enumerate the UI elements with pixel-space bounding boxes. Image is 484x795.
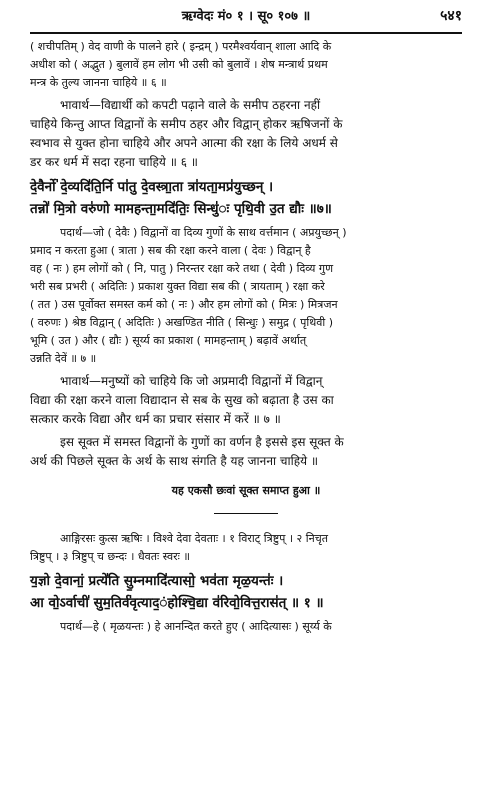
header-rule bbox=[30, 32, 462, 34]
page-body bbox=[30, 38, 462, 636]
rishi-devata-line bbox=[30, 530, 462, 566]
text-line: भरी सब प्रभरी ( अदितिः ) प्रकाश युक्त विद्या सब की ( त्रायताम् ) रक्षा करे bbox=[30, 280, 325, 293]
bhavartha-paragraph-2 bbox=[30, 372, 462, 429]
page-header bbox=[30, 6, 462, 30]
text-line: पदार्थ—जो ( देवैः ) विद्वानों वा दिव्य गुणों के साथ वर्त्तमान ( अप्रयुच्छन् ) bbox=[60, 226, 347, 239]
bhavartha-paragraph-1 bbox=[30, 96, 462, 172]
paragraph-continuation bbox=[30, 38, 462, 92]
text-line: पदार्थ—हे ( मृळयन्तः ) हे आनन्दित करते हुए ( आदित्यासः ) सूर्य्य के bbox=[60, 620, 332, 633]
verse-line: य॒ज्ञो दे॒वानां॒ प्रत्ये॑ति सु॒म्नमादि॑त्यासो॒ भव॑ता मृळ॒यन्तः॑ । bbox=[30, 573, 284, 589]
text-line: ( तत ) उस पूर्वोक्त समस्त कर्म को ( नः ) और हम लोगों को ( मित्रः ) मित्रजन bbox=[30, 298, 338, 311]
text-line: इस सूक्त में समस्त विद्वानों के गुणों का वर्णन है इससे इस सूक्त के bbox=[60, 435, 344, 449]
verse-line: दे॒वैर्नो॑ दे॒व्यदि॑ति॒र्नि पा॑तु दे॒वस्त्रा॒ता त्रा॑यता॒मप्र॑युच्छन् । bbox=[30, 179, 274, 195]
padartha-paragraph-2 bbox=[30, 618, 462, 636]
text-line: भावार्थ—मनुष्यों को चाहिये कि जो अप्रमादी विद्वानों में विद्वान् bbox=[60, 374, 323, 388]
sukta-ending: यह एकसौ छःवां सूक्त समाप्त हुआ ॥ bbox=[171, 484, 321, 497]
text-line: आङ्गिरसः कुत्स ऋषिः । विश्वे देवा देवताः । १ विराट् त्रिष्टुप् । २ निचृत bbox=[60, 532, 328, 545]
text-line: सत्कार करके विद्या और धर्म का प्रचार संसार में करें ॥ ७ ॥ bbox=[30, 412, 281, 426]
text-line: अर्थ की पिछले सूक्त के अर्थ के साथ संगति है यह जानना चाहिये ॥ bbox=[30, 454, 319, 468]
text-line: चाहिये किन्तु आप्त विद्वानों के समीप ठहर और विद्वान् होकर ऋषिजनों के bbox=[30, 117, 343, 131]
text-line: स्वभाव से युक्त होना चाहिये और अपने आत्मा की रक्षा के लिये अधर्म से bbox=[30, 136, 338, 150]
text-line: डर कर धर्म में सदा रहना चाहिये ॥ ६ ॥ bbox=[30, 155, 198, 169]
summary-paragraph bbox=[30, 433, 462, 471]
text-line: अधीश को ( अद्भुत ) बुलावें हम लोग भी उसी को बुलावें । शेष मन्त्रार्थ प्रथम bbox=[30, 58, 328, 71]
padartha-paragraph-1 bbox=[30, 224, 462, 368]
mantra-verse-2 bbox=[30, 570, 462, 614]
text-line: विद्या की रक्षा करने वाला विद्यादान से सब के सुख को बढ़ाता है उस का bbox=[30, 393, 334, 407]
text-line: ( शचीपतिम् ) वेद वाणी के पालने हारे ( इन्द्रम् ) परमैश्वर्यवान् शाला आदि के bbox=[30, 40, 332, 53]
text-line: भावार्थ—विद्यार्थी को कपटी पढ़ाने वाले के समीप ठहरना नहीं bbox=[60, 98, 321, 112]
text-line: भूमि ( उत ) और ( द्यौः ) सूर्य्य का प्रकाश ( मामहन्ताम् ) बढ़ावें अर्थात् bbox=[30, 334, 307, 347]
section-separator bbox=[214, 513, 278, 514]
text-line: प्रमाद न करता हुआ ( त्राता ) सब की रक्षा करने वाला ( देवः ) विद्वान् है bbox=[30, 244, 311, 257]
verse-line: तन्नो॑ मि॒त्रो वरु॑णो मामहन्ता॒मदि॑तिः॒ सिन्धु॑ः पृथि॒वी उ॒त द्यौः ॥७॥ bbox=[30, 201, 332, 217]
page-number: ५४१ bbox=[440, 8, 462, 24]
text-line: ( वरुणः ) श्रेष्ठ विद्वान् ( अदितिः ) अखण्डित नीति ( सिन्धुः ) समुद्र ( पृथिवी ) bbox=[30, 316, 334, 329]
text-line: वह ( नः ) हम लोगों को ( नि, पातु ) निरन्तर रक्षा करे तथा ( देवी ) दिव्य गुण bbox=[30, 262, 334, 275]
mantra-verse-1 bbox=[30, 176, 462, 220]
text-line: मन्त्र के तुल्य जानना चाहिये ॥ ६ ॥ bbox=[30, 76, 167, 89]
running-title: ऋग्वेदः मं० १ । सू० १०७ ॥ bbox=[181, 9, 311, 24]
text-line: उन्नति देवें ॥ ७ ॥ bbox=[30, 352, 97, 365]
text-line: त्रिष्टुप् । ३ त्रिष्टुप् च छन्दः । धैवतः स्वरः ॥ bbox=[30, 550, 190, 563]
verse-line: आ वो॒ऽर्वाची॑ सुम॒तिर्व॑वृत्याद॒ंहोश्चि॒द्या व॑रिवो॒वित्त॒रास॑त् ॥ १ ॥ bbox=[30, 595, 324, 611]
